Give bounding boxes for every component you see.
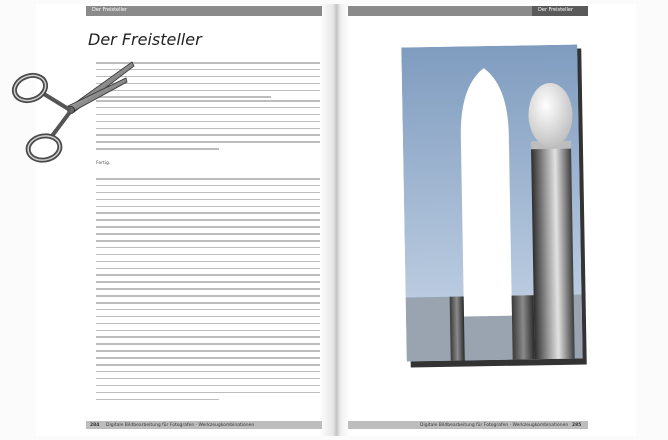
scissors-icon	[8, 56, 136, 168]
cut-out-photo	[401, 44, 582, 361]
right-book-title: Digitale Bildbearbeitung für Fotografen · Werkzeugkombinationen	[420, 423, 569, 428]
subhead-fertig: Fertig.	[96, 161, 111, 166]
chapter-title: Der Freisteller	[88, 30, 202, 49]
left-book-title: Digitale Bildbearbeitung für Fotografen · Werkzeugkombinationen	[106, 423, 255, 428]
egg-and-arch-photo-icon	[401, 44, 582, 361]
right-page-number: 285	[572, 423, 582, 428]
paragraph-3	[96, 178, 320, 405]
book-gutter	[320, 4, 350, 436]
left-page-number: 284	[90, 423, 100, 428]
left-running-head: Der Freisteller	[92, 7, 128, 13]
right-running-head: Der Freisteller	[538, 7, 574, 13]
